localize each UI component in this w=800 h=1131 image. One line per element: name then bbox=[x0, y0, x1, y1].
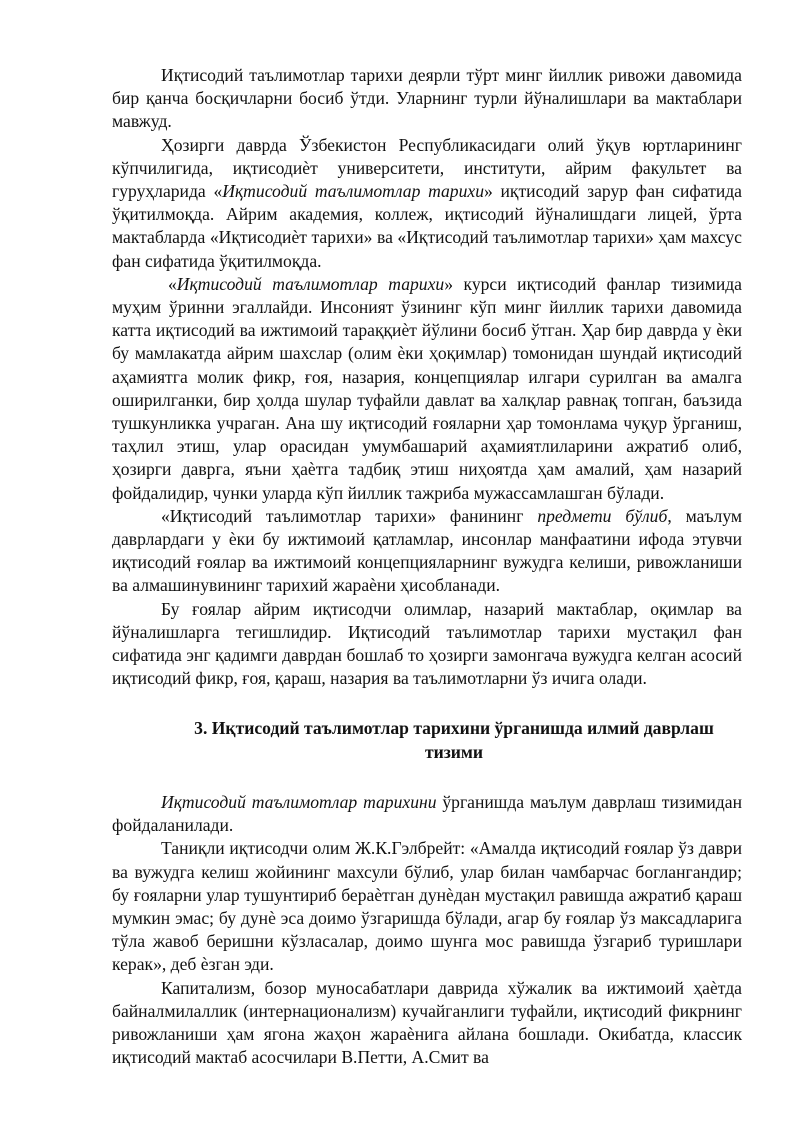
paragraph-8 bbox=[112, 977, 742, 1070]
paragraph-text: » иқтисодий зарур фан сифатида ўқитилмоқда. Айрим академия, коллеж, иқтисодий йўналишдаги лицей, ўрта мактабларда «Иқтисодиѐт тарихи» ва «Иқтисодий таълимотлар тарихи» ҳам махсус фан сифатида ўқитилмоқда. bbox=[112, 181, 742, 271]
paragraph-4 bbox=[112, 505, 742, 598]
paragraph-text: , маълум даврлардаги у ѐки бу ижтимоий қатламлар, инсонлар манфаатини ифода этувчи иқтисодий ғоялар ва ижтимоий концепцияларнинг вужудга келиши, ривожланиши ва алмашинувининг тарихий жараѐни ҳисобланади. bbox=[112, 505, 743, 596]
paragraph-7 bbox=[112, 837, 742, 976]
paragraph-text: Ҳозирги даврда Ўзбекистон Республикасидаги олий ўқув юртларининг кўпчилигида, иқтисодиѐт университети, институти, айрим факультет ва гуруҳларида « bbox=[112, 134, 742, 202]
paragraph-1 bbox=[112, 64, 742, 134]
paragraph-text: Таниқли иқтисодчи олим Ж.К.Гэлбрейт: «Амалда иқтисодий ғоялар ўз даври ва вужудга келиш жойининг махсули бўлиб, улар билан чамбарчас боглангандир; бу ғояларни улар тушунтириб бераѐтган дунѐдан мустақил равишда ажратиб қараш мумкин эмас; бу дунѐ эса доимо ўзгаришда бўлади, агар бу ғоялар ўз максадларига тўла жавоб беришни кўзласалар, доимо шунга мос равишда ўзгариб туришлари керак», деб ѐзган эди. bbox=[112, 838, 742, 975]
section-heading-line-1: 3. Иқтисодий таълимотлар тарихини ўрганишда илмий даврлаш bbox=[194, 718, 714, 739]
paragraph-text: » курси иқтисодий фанлар тизимида муҳим ўринни эгаллайди. Инсоният ўзининг кўп минг йиллик тарихи давомида катта иқтисодий ва ижтимоий тараққиѐт йўлини босиб ўтган. Ҳар бир даврда у ѐки бу мамлакатда айрим шахслар (олим ѐки ҳоқимлар) томонидан шундай иқтисодий аҳамиятга молик фикр, ғоя, назария, концепциялар илгари сурилган ва амалга оширилганки, бир ҳолда шулар туфайли давлат ва халқлар равнақ топган, баъзида тушкунликка учраган. Ана шу иқтисодий ғояларни ҳар томонлама чуқур ўрганиш, таҳлил этиш, улар орасидан умумбашарий аҳамиятлиларини ажратиб олиб, ҳозирги даврга, яъни ҳаѐтга тадбиқ этиш ниҳоятда ҳам амалий, ҳам назарий фойдалидир, чунки уларда кўп йиллик тажриба мужассамлашган бўлади. bbox=[112, 273, 742, 503]
paragraph-5 bbox=[112, 598, 742, 691]
paragraph-text: Бу ғоялар айрим иқтисодчи олимлар, назарий мактаблар, оқимлар ва йўналишларга тегишлидир. Иқтисодий таълимотлар тарихи мустақил фан сифатида энг қадимги даврдан бошлаб то ҳозирги замонгача вужудга келган асосий иқтисодий фикр, ғоя, қараш, назария ва таълимотларни ўз ичига олади. bbox=[112, 598, 742, 689]
paragraph-text: « bbox=[168, 273, 177, 294]
section-heading bbox=[112, 717, 742, 763]
paragraph-6 bbox=[112, 791, 742, 837]
paragraph-text: ўрганишда маълум даврлаш тизимидан фойдаланилади. bbox=[112, 791, 742, 836]
paragraph-italic-text: Иқтисодий таълимотлар тарихи bbox=[222, 181, 484, 202]
paragraph-italic-text: Иқтисодий таълимотлар тарихини bbox=[161, 791, 437, 812]
section-heading-line-2: тизими bbox=[424, 741, 484, 762]
paragraph-italic-text: Иқтисодий таълимотлар тарихи bbox=[176, 273, 445, 294]
paragraph-text: Капитализм, бозор муносабатлари даврида хўжалик ва ижтимоий ҳаѐтда байналмилаллик (интернационализм) кучайганлиги туфайли, иқтисодий фикрнинг ривожланиши ҳам ягона жаҳон жараѐнига айлана бошлади. Окибатда, классик иқтисодий мактаб асосчилари В.Петти, А.Смит ва bbox=[112, 977, 742, 1068]
paragraph-text: «Иқтисодий таълимотлар тарихи» фанининг bbox=[161, 505, 538, 526]
paragraph-2 bbox=[112, 134, 742, 273]
paragraph-3 bbox=[112, 273, 742, 505]
paragraph-text: Иқтисодий таълимотлар тарихи деярли тўрт минг йиллик ривожи давомида бир қанча босқичларни босиб ўтди. Уларнинг турли йўналишлари ва мактаблари мавжуд. bbox=[112, 65, 742, 132]
document-body bbox=[112, 64, 742, 1069]
paragraph-italic-text: предмети бўлиб bbox=[537, 505, 668, 526]
